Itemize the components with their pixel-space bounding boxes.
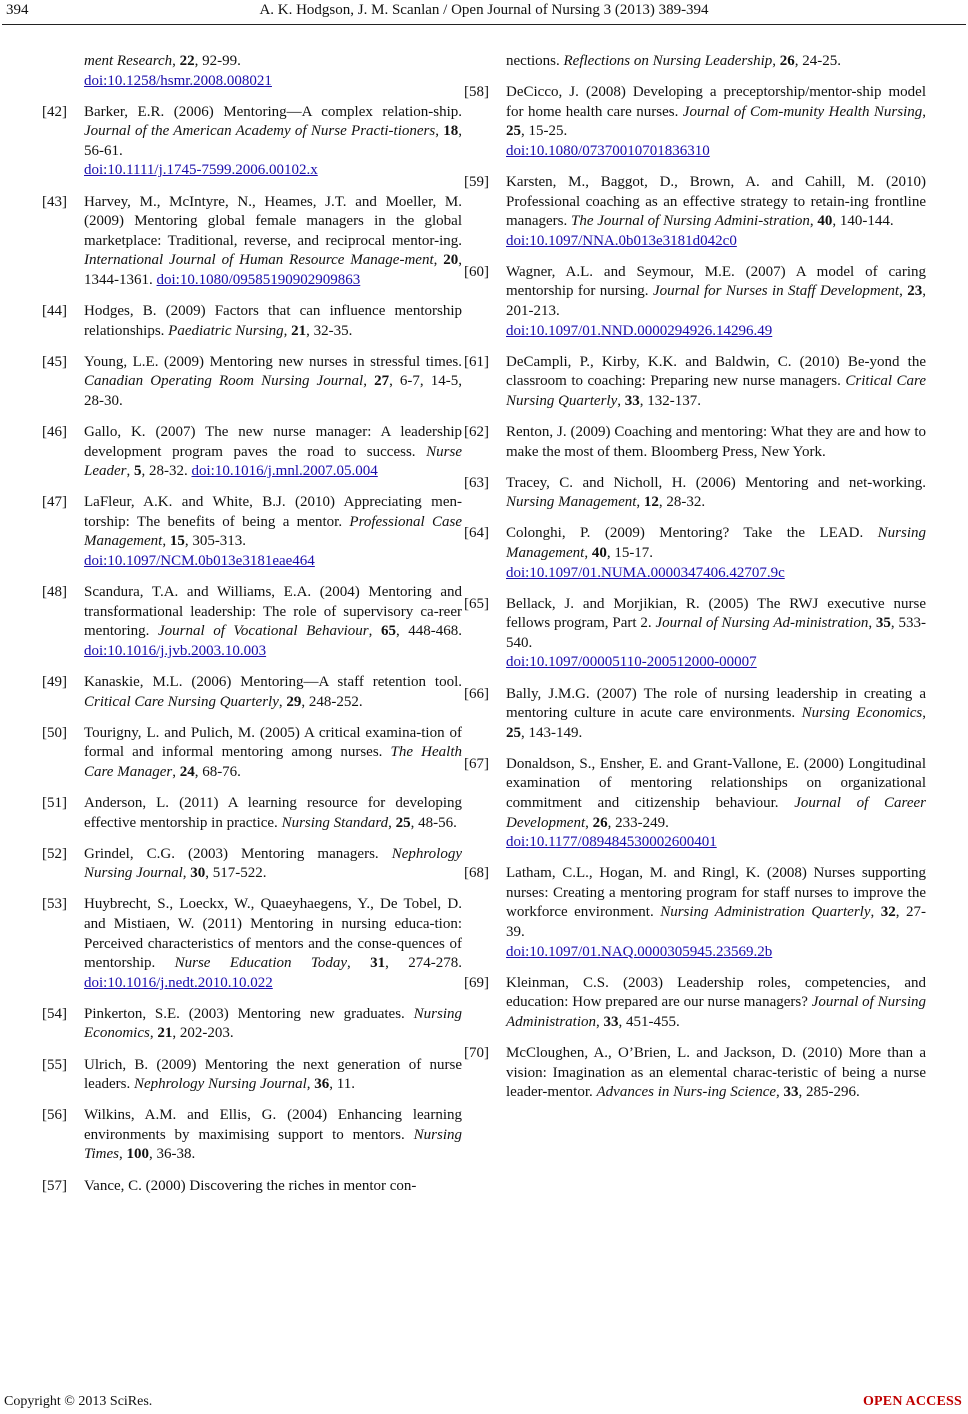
reference-item: [64] Colonghi, P. (2009) Mentoring? Take the LEAD. Nursing Management, 40, 15-17. doi:10.1097/01.NUMA.0000347406.42707.9c: [464, 524, 926, 583]
ref-volume: 22: [179, 53, 195, 69]
reference-item: [50] Tourigny, L. and Pulich, M. (2005) A critical examina-tion of formal and informal mentoring among nurses. The Health Care Manager, 24, 68-76.: [42, 724, 462, 780]
ref-authors-title: Hodges, B. (2009) Factors that can influence mentorship relationships.: [84, 303, 462, 339]
ref-authors-title: Colonghi, P. (2009) Mentoring? Take the LEAD.: [506, 525, 878, 542]
ref-number: [60]: [464, 263, 489, 280]
ref-journal: Nursing Standard: [281, 814, 389, 831]
ref-journal: Critical Care Nursing Quarterly: [84, 693, 279, 710]
ref-doi-link[interactable]: doi:10.1016/j.jvb.2003.10.003: [84, 642, 267, 659]
ref-journal: Nephrology Nursing Journal: [133, 1076, 307, 1093]
ref-volume: 40: [817, 213, 833, 230]
ref-journal: Nursing Administration Quarterly: [660, 904, 871, 921]
ref-pages: , 15-25.: [521, 123, 568, 140]
ref-volume: 23: [907, 283, 923, 300]
ref-volume: 36: [314, 1076, 330, 1093]
ref-number: [66]: [464, 685, 489, 702]
ref-doi-link[interactable]: doi:10.1016/j.mnl.2007.05.004: [191, 463, 378, 480]
ref-pages: , 92-99.: [194, 53, 241, 69]
reference-item: [59] Karsten, M., Baggot, D., Brown, A. and Cahill, M. (2010) Professional coaching as an effective strategy to retain-ing frontline managers. The Journal of Nursing Admini-stration, 40, 140-144. doi:10.1097/NNA.0b013e3181d042c0: [464, 173, 926, 251]
ref-number: [45]: [42, 353, 67, 370]
ref-authors-title: Anderson, L. (2011) A learning resource for developing effective mentorship in practice.: [84, 795, 462, 831]
ref-journal: Journal of Career Development: [506, 795, 926, 831]
ref-journal: Nursing Times: [84, 1126, 462, 1163]
ref-volume: 25: [506, 724, 521, 741]
ref-doi-link[interactable]: doi:10.1097/01.NND.0000294926.14296.49: [506, 322, 773, 339]
reference-item: [42, 1177, 462, 1197]
ref-pages: , 11.: [329, 1076, 355, 1093]
reference-item: [63] Tracey, C. and Nicholl, H. (2006) Mentoring and net-working. Nursing Management, 12, 28-32.: [464, 474, 926, 511]
ref-authors-title: Kanaskie, M.L. (2006) Mentoring—A staff retention tool.: [84, 674, 462, 691]
ref-pages: , 533-540.: [506, 615, 926, 651]
ref-pages: , 6-7, 14-5, 28-30.: [84, 373, 462, 409]
reference-item: [46] Gallo, K. (2007) The new nurse manager: A leadership development program paves the road to success. Nurse Leader, 5, 28-32. doi:10.1016/j.mnl.2007.05.004: [42, 424, 462, 480]
ref-authors-title: Grindel, C.G. (2003) Mentoring managers.: [84, 845, 392, 862]
ref-authors-title: Scandura, T.A. and Williams, E.A. (2004) Mentoring and transformational leadership: The role of supervisory ca-reer mentoring.: [84, 584, 462, 640]
ref-journal: Journal of Nursing Administration: [506, 994, 926, 1030]
ref-number: [46]: [42, 424, 67, 440]
ref-journal: Nephrology Nursing Journal: [84, 845, 462, 882]
ref-pages: , 28-32.: [658, 494, 706, 511]
ref-doi-link[interactable]: doi:10.1097/01.NUMA.0000347406.42707.9c: [506, 564, 785, 581]
ref-pages: , 201-213.: [506, 283, 926, 320]
reference-item: [45] Young, L.E. (2009) Mentoring new nurses in stressful times. Canadian Operating Room Nursing Journal, 27, 6-7, 14-5, 28-30.: [42, 353, 462, 409]
reference-item: [43] Harvey, M., McIntyre, N., Heames, J.T. and Moeller, M. (2009) Mentoring global female managers in the global marketplace: Traditional, reverse, and reciprocal mentor-ing. International Journal of Human Resource Manage-ment, 20, 1344-1361. doi:10.1080/09585190902909863: [42, 193, 463, 288]
ref-pages: , 285-296.: [798, 1084, 860, 1101]
ref-authors-title: DeCicco, J. (2008) Developing a preceptorship/mentor-ship model for home health care nurses.: [506, 84, 926, 120]
ref-journal: Reflections on Nursing Leadership: [563, 53, 773, 69]
reference-item: [47] LaFleur, A.K. and White, B.J. (2010) Appreciating men-torship: The benefits of being a mentor. Professional Case Management, 15, 305-313. doi:10.1097/NCM.0b013e3181eae464: [42, 493, 462, 571]
ref-pages: , 32-35.: [306, 322, 353, 339]
copyright-notice: Copyright © 2013 SciRes.: [4, 1394, 153, 1409]
reference-item: [55] Ulrich, B. (2009) Mentoring the next generation of nurse leaders. Nephrology Nursing Journal, 36, 11.: [42, 1056, 462, 1093]
ref-number: [51]: [42, 795, 67, 811]
reference-item: [49] Kanaskie, M.L. (2006) Mentoring—A staff retention tool. Critical Care Nursing Quarterly, 29, 248-252.: [42, 674, 462, 710]
ref-volume: 29: [286, 693, 302, 710]
ref-journal: The Health Care Manager: [84, 744, 462, 780]
ref-number: [64]: [464, 525, 489, 542]
ref-authors-title: Ulrich, B. (2009) Mentoring the next generation of nurse leaders.: [84, 1056, 462, 1093]
ref-journal: Journal of Nursing Ad-ministration: [655, 615, 869, 632]
ref-volume: 24: [179, 763, 195, 780]
ref-volume: 32: [880, 904, 896, 921]
reference-item: [56] Wilkins, A.M. and Ellis, G. (2004) Enhancing learning environments by maximising support to mentors. Nursing Times, 100, 36-38.: [42, 1107, 462, 1163]
ref-authors-title: McCloughen, A., O’Brien, L. and Jackson, D. (2010) More than a vision: Imagination as an elemental charac-teristic of being a nurse leader-mentor.: [506, 1045, 926, 1101]
ref-number: [70]: [464, 1045, 489, 1062]
reference-item: [61] DeCampli, P., Kirby, K.K. and Baldwin, C. (2010) Be-yond the classroom to coaching: Preparing new nurse managers. Critical Care Nursing Quarterly, 33, 132-137.: [464, 353, 926, 409]
ref-authors-title: Barker, E.R. (2006) Mentoring—A complex relation-ship.: [84, 103, 462, 120]
ref-number: [53]: [42, 896, 67, 913]
ref-journal: Nursing Economics: [84, 1005, 462, 1042]
reference-item: [42] Barker, E.R. (2006) Mentoring—A complex relation-ship. Journal of the American Academy of Nurse Practi-tioners, 18, 56-61. doi:10.1111/j.1745-7599.2006.00102.x: [42, 103, 462, 181]
ref-number: [61]: [464, 353, 489, 370]
ref-journal: Nursing Management: [506, 494, 637, 511]
ref-number: [57]: [42, 1177, 67, 1194]
ref-doi-link[interactable]: doi:10.1080/07370010701836310: [506, 142, 710, 159]
ref-number: [58]: [464, 84, 489, 101]
right-column: [464, 52, 927, 1114]
reference-item: [69] Kleinman, C.S. (2003) Leadership roles, competencies, and education: How prepared are our nurse managers? Journal of Nursing Administration, 33, 451-455.: [464, 974, 926, 1030]
ref-volume: 33: [603, 1013, 619, 1030]
ref-volume: 25: [395, 814, 411, 831]
ref-pages: , 143-149.: [521, 724, 583, 741]
ref-authors-title: Latham, C.L., Hogan, M. and Ringl, K. (2008) Nurses supporting nurses: Creating a mentoring program for staff nurses to improve the workforce environment.: [506, 865, 926, 921]
ref-volume: 20: [443, 252, 459, 269]
ref-volume: 26: [592, 814, 608, 831]
ref-journal: Journal of the American Academy of Nurse Practi-tioners: [84, 123, 436, 140]
open-access-label: OPEN ACCESS: [862, 1394, 962, 1409]
ref-authors-title: DeCampli, P., Kirby, K.K. and Baldwin, C. (2010) Be-yond the classroom to coaching: Preparing new nurse managers.: [506, 353, 926, 390]
ref-authors-title: Kleinman, C.S. (2003) Leadership roles, competencies, and education: How prepared are our nurse managers?: [506, 974, 926, 1011]
ref-number: [44]: [42, 303, 67, 320]
ref-volume: 21: [157, 1025, 173, 1042]
reference-item: [60] Wagner, A.L. and Seymour, M.E. (2007) A model of caring mentorship for nursing. Journal for Nurses in Staff Development, 23, 201-213. doi:10.1097/01.NND.0000294926.14296.49: [464, 263, 926, 341]
ref-authors-title: Young, L.E. (2009) Mentoring new nurses in stressful times.: [84, 353, 462, 370]
ref-pages: , 48-56.: [410, 814, 457, 831]
ref-number: [49]: [42, 674, 67, 691]
ref-authors-title: Donaldson, S., Ensher, E. and Grant-Vallone, E. (2000) Longitudinal examination of mentoring relationships on organizational commitment and citizenship behaviour.: [506, 755, 926, 811]
header-rule: [2, 24, 966, 25]
ref-doi-link[interactable]: doi:10.1177/089484530002600401: [506, 834, 717, 851]
reference-item: [54] Pinkerton, S.E. (2003) Mentoring new graduates. Nursing Economics, 21, 202-203.: [42, 1005, 462, 1042]
ref-volume: 31: [370, 955, 386, 972]
ref-journal: Nurse Education Today: [174, 955, 347, 972]
ref-journal: International Journal of Human Resource Manage-ment: [84, 252, 434, 269]
ref-pages: , 36-38.: [149, 1146, 196, 1163]
ref-pages: , 1344-1361.: [84, 252, 463, 288]
reference-item: [464, 423, 926, 462]
ref-doi-link[interactable]: doi:10.1258/hsmr.2008.008021: [84, 72, 272, 89]
running-title: A. K. Hodgson, J. M. Scanlan / Open Journal of Nursing 3 (2013) 389-394: [259, 2, 709, 18]
ref-doi-link[interactable]: doi:10.1080/09585190902909863: [156, 271, 361, 288]
ref-journal: Journal of Vocational Behaviour: [157, 623, 369, 640]
ref-volume: 35: [875, 615, 891, 632]
ref-number: [67]: [464, 755, 489, 772]
ref-pages: , 24-25.: [794, 53, 841, 69]
ref-number: [56]: [42, 1107, 67, 1124]
ref-authors-title: Bally, J.M.G. (2007) The role of nursing leadership in creating a mentoring culture in acute care environments.: [506, 685, 926, 722]
ref-volume: 100: [126, 1146, 150, 1163]
ref-journal: Journal of Com-munity Health Nursing: [682, 103, 923, 120]
page-number: 394: [6, 2, 29, 18]
ref-authors-title: Gallo, K. (2007) The new nurse manager: A leadership development program paves the road to success.: [84, 424, 462, 460]
ref-volume: 15: [169, 533, 185, 550]
ref-number: [63]: [464, 474, 489, 491]
ref-text: nections.: [506, 53, 564, 69]
ref-volume: 30: [190, 865, 206, 882]
ref-volume: 21: [291, 322, 307, 339]
ref-pages: , 56-61.: [84, 123, 463, 159]
reference-item: [53] Huybrecht, S., Loeckx, W., Quaeyhaegens, Y., De Tobel, D. and Mistiaen, W. (2011) Mentoring in nursing educa-tion: Perceived characteristics of mentors and the conse-quences of mentorship. Nurse Education Today, 31, 274-278. doi:10.1016/j.nedt.2010.10.022: [42, 896, 462, 991]
ref-pages: , 274-278.: [385, 955, 462, 972]
ref-number: [69]: [464, 974, 489, 991]
ref-number: [62]: [464, 424, 489, 440]
ref-journal: Nursing Economics: [801, 705, 923, 722]
ref-pages: , 448-468.: [395, 623, 462, 640]
reference-item: [58] DeCicco, J. (2008) Developing a preceptorship/mentor-ship model for home health care nurses. Journal of Com-munity Health Nursing, 25, 15-25. doi:10.1080/07370010701836310: [464, 83, 926, 161]
reference-item: [67] Donaldson, S., Ensher, E. and Grant-Vallone, E. (2000) Longitudinal examination of mentoring relationships on organizational commitment and citizenship behaviour. Journal of Career Development, 26, 233-249. doi:10.1177/089484530002600401: [464, 755, 926, 853]
ref-pages: , 140-144.: [832, 213, 894, 230]
ref-pages: , 451-455.: [618, 1013, 680, 1030]
ref-volume: 26: [779, 53, 795, 69]
ref-pages: , 28-32.: [141, 463, 192, 480]
ref-authors-title: Pinkerton, S.E. (2003) Mentoring new graduates.: [84, 1005, 414, 1022]
ref-authors-title: Tracey, C. and Nicholl, H. (2006) Mentoring and net-working.: [506, 474, 926, 491]
ref-journal: Advances in Nurs-ing Science: [596, 1084, 777, 1101]
ref-authors-title: Harvey, M., McIntyre, N., Heames, J.T. and Moeller, M. (2009) Mentoring global female managers in the global marketplace: Traditional, reverse, and reciprocal mentor-ing.: [84, 193, 462, 249]
ref-journal: Critical Care Nursing Quarterly: [506, 373, 926, 409]
ref-doi-link[interactable]: doi:10.1016/j.nedt.2010.10.022: [84, 974, 273, 991]
page-header: [0, 0, 968, 24]
ref-number: [42]: [42, 103, 67, 120]
ref-volume: 33: [624, 392, 640, 409]
ref-authors-title: Wagner, A.L. and Seymour, M.E. (2007) A model of caring mentorship for nursing.: [506, 263, 926, 300]
reference-continuation: nections. Reflections on Nursing Leadership, 26, 24-25.: [506, 53, 841, 69]
ref-authors-title: Karsten, M., Baggot, D., Brown, A. and Cahill, M. (2010) Professional coaching as an effective strategy to retain-ing frontline managers.: [506, 173, 926, 230]
reference-item: [44] Hodges, B. (2009) Factors that can influence mentorship relationships. Paediatric Nursing, 21, 32-35.: [42, 303, 462, 339]
reference-item: [65] Bellack, J. and Morjikian, R. (2005) The RWJ executive nurse fellows program, Part 2. Journal of Nursing Ad-ministration, 35, 533-540. doi:10.1097/00005110-200512000-00007: [464, 595, 926, 673]
ref-volume: 65: [380, 623, 396, 640]
ref-authors-title: Huybrecht, S., Loeckx, W., Quaeyhaegens, Y., De Tobel, D. and Mistiaen, W. (2011) Mentoring in nursing educa-tion: Perceived characteristics of mentors and the conse-quences of mentorship.: [84, 896, 462, 972]
ref-authors-title: Tourigny, L. and Pulich, M. (2005) A critical examina-tion of formal and informal mentoring among nurses.: [84, 724, 462, 761]
ref-number: [47]: [42, 494, 67, 511]
reference-continuation: ment Research, 22, 92-99. doi:10.1258/hsmr.2008.008021: [42, 52, 462, 91]
reference-item: [52] Grindel, C.G. (2003) Mentoring managers. Nephrology Nursing Journal, 30, 517-522.: [42, 845, 462, 882]
ref-journal: Journal for Nurses in Staff Development: [652, 283, 900, 300]
ref-pages: , 305-313.: [184, 533, 247, 550]
ref-authors-title: Vance, C. (2000) Discovering the riches in mentor con-: [84, 1177, 417, 1194]
ref-number: [48]: [42, 584, 67, 601]
ref-pages: , 15-17.: [606, 544, 654, 561]
ref-journal: Professional Case Management: [84, 513, 462, 550]
reference-item: [68] Latham, C.L., Hogan, M. and Ringl, K. (2008) Nurses supporting nurses: Creating a mentoring program for staff nurses to improve the workforce environment. Nursing Administration Quarterly, 32, 27-39. doi:10.1097/01.NAQ.0000305945.23569.2b: [464, 864, 926, 962]
ref-number: [52]: [42, 845, 67, 862]
reference-item: [66] Bally, J.M.G. (2007) The role of nursing leadership in creating a mentoring culture in acute care environments. Nursing Economics, 25, 143-149.: [464, 685, 926, 741]
ref-volume: 5: [134, 463, 142, 480]
ref-number: [50]: [42, 724, 67, 741]
ref-pages: , 517-522.: [205, 865, 267, 882]
ref-pages: , 248-252.: [301, 693, 363, 710]
ref-volume: 40: [591, 544, 607, 561]
ref-journal: Nursing Management: [506, 525, 926, 561]
ref-journal: ment Research: [84, 53, 173, 69]
ref-authors-title: Bellack, J. and Morjikian, R. (2005) The RWJ executive nurse fellows program, Part 2.: [506, 595, 926, 632]
ref-number: [54]: [42, 1005, 67, 1022]
ref-doi-link[interactable]: doi:10.1097/00005110-200512000-00007: [506, 654, 757, 671]
ref-journal: The Journal of Nursing Admini-stration: [570, 213, 810, 230]
ref-volume: 25: [506, 123, 521, 140]
ref-volume: 33: [783, 1084, 799, 1101]
ref-number: [68]: [464, 865, 489, 882]
ref-doi-link[interactable]: doi:10.1111/j.1745-7599.2006.00102.x: [84, 162, 318, 179]
ref-journal: Nurse Leader: [84, 443, 462, 480]
ref-pages: , 27-39.: [506, 904, 927, 941]
ref-journal: Paediatric Nursing: [168, 322, 284, 339]
ref-journal: Canadian Operating Room Nursing Journal: [84, 373, 364, 390]
ref-number: [55]: [42, 1056, 67, 1073]
ref-authors-title: LaFleur, A.K. and White, B.J. (2010) Appreciating men-torship: The benefits of being a mentor.: [84, 494, 462, 530]
left-column: [42, 52, 462, 1208]
reference-item: [70] McCloughen, A., O’Brien, L. and Jackson, D. (2010) More than a vision: Imagination as an elemental charac-teristic of being a nurse leader-mentor. Advances in Nurs-ing Science, 33, 285-296.: [464, 1045, 926, 1101]
ref-authors-title: Renton, J. (2009) Coaching and mentoring: What they are and how to make the most of them. Bloomberg Press, New York.: [506, 424, 926, 460]
ref-number: [59]: [464, 173, 489, 190]
ref-pages: , 202-203.: [172, 1025, 234, 1042]
ref-pages: , 68-76.: [194, 763, 241, 780]
ref-volume: 12: [643, 494, 659, 511]
ref-pages: , 233-249.: [607, 814, 669, 831]
ref-doi-link[interactable]: doi:10.1097/NCM.0b013e3181eae464: [84, 553, 315, 570]
ref-doi-link[interactable]: doi:10.1097/01.NAQ.0000305945.23569.2b: [506, 943, 773, 960]
ref-doi-link[interactable]: doi:10.1097/NNA.0b013e3181d042c0: [506, 232, 737, 249]
ref-number: [43]: [42, 193, 67, 210]
ref-number: [65]: [464, 595, 489, 612]
reference-item: [48] Scandura, T.A. and Williams, E.A. (2004) Mentoring and transformational leadership: The role of supervisory ca-reer mentoring. Journal of Vocational Behaviour, 65, 448-468. doi:10.1016/j.jvb.2003.10.003: [42, 584, 462, 659]
ref-volume: 18: [443, 123, 459, 140]
ref-pages: , 132-137.: [639, 392, 702, 409]
reference-item: [51] Anderson, L. (2011) A learning resource for developing effective mentorship in practice. Nursing Standard, 25, 48-56.: [42, 795, 462, 831]
ref-volume: 27: [374, 373, 390, 390]
ref-authors-title: Wilkins, A.M. and Ellis, G. (2004) Enhancing learning environments by maximising support to mentors.: [84, 1107, 462, 1143]
